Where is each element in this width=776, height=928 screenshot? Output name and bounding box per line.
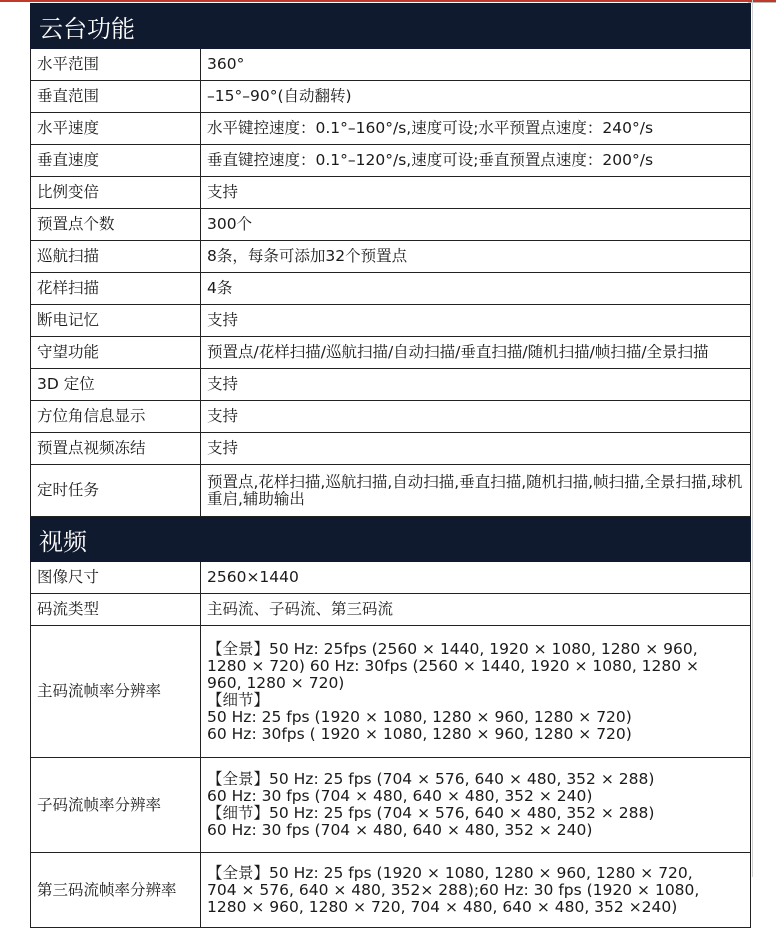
spec-value	[201, 562, 751, 594]
spec-value	[201, 626, 751, 758]
spec-value-line: 4条	[207, 279, 233, 297]
page-edge-line	[752, 0, 753, 877]
spec-row	[31, 433, 751, 465]
spec-key: 巡航扫描	[31, 241, 201, 273]
spec-value	[201, 465, 751, 517]
spec-value-line: 【全景】50 Hz: 25 fps (704 × 576, 640 × 480, 352 × 288)	[207, 770, 655, 788]
spec-value-line: 300个	[207, 215, 253, 233]
section-title: 视频	[31, 517, 751, 562]
spec-value	[201, 209, 751, 241]
spec-key: 方位角信息显示	[31, 401, 201, 433]
spec-key: 水平范围	[31, 49, 201, 81]
spec-table-body	[31, 4, 751, 928]
spec-value-line: –15°–90°(自动翻转)	[207, 87, 352, 105]
spec-row	[31, 113, 751, 145]
spec-row	[31, 401, 751, 433]
spec-row	[31, 853, 751, 928]
spec-row	[31, 81, 751, 113]
spec-value-line: 支持	[207, 375, 239, 393]
spec-key: 断电记忆	[31, 305, 201, 337]
spec-row	[31, 465, 751, 517]
spec-key: 子码流帧率分辨率	[31, 758, 201, 853]
spec-value-line: 50 Hz: 25 fps (1920 × 1080, 1280 × 960, 1280 × 720)	[207, 707, 632, 726]
spec-row	[31, 273, 751, 305]
spec-key: 码流类型	[31, 594, 201, 626]
spec-value-line: 预置点/花样扫描/巡航扫描/自动扫描/垂直扫描/随机扫描/帧扫描/全景扫描	[207, 343, 709, 361]
spec-value-line: 360°	[207, 55, 245, 73]
spec-value	[201, 758, 751, 853]
spec-value	[201, 113, 751, 145]
spec-key: 主码流帧率分辨率	[31, 626, 201, 758]
spec-key: 花样扫描	[31, 273, 201, 305]
spec-value	[201, 49, 751, 81]
spec-value-line: 60 Hz: 30fps ( 1920 × 1080, 1280 × 960, 1280 × 720)	[207, 724, 632, 743]
spec-row	[31, 562, 751, 594]
spec-value-line: 主码流、子码流、第三码流	[207, 600, 394, 618]
spec-key: 垂直速度	[31, 145, 201, 177]
spec-row	[31, 305, 751, 337]
spec-row	[31, 177, 751, 209]
spec-value-line: 1280 × 960, 1280 × 720, 704 × 480, 640 × 480, 352 ×240)	[207, 897, 678, 916]
spec-row	[31, 209, 751, 241]
spec-value-line: 【全景】50 Hz: 25 fps (1920 × 1080, 1280 × 960, 1280 × 720,	[207, 863, 693, 882]
spec-value	[201, 305, 751, 337]
spec-key: 图像尺寸	[31, 562, 201, 594]
spec-value-line: 704 × 576, 640 × 480, 352× 288);60 Hz: 30 fps (1920 × 1080,	[207, 880, 700, 899]
spec-row	[31, 337, 751, 369]
spec-value-line: 1280 × 720) 60 Hz: 30fps (2560 × 1440, 1920 × 1080, 1280 ×	[207, 656, 700, 675]
spec-value-line: 【细节】50 Hz: 25 fps (704 × 576, 640 × 480, 352 × 288)	[207, 804, 655, 822]
spec-value	[201, 81, 751, 113]
spec-row	[31, 49, 751, 81]
spec-value	[201, 145, 751, 177]
spec-key: 定时任务	[31, 465, 201, 517]
spec-value-line: 60 Hz: 30 fps (704 × 480, 640 × 480, 352 × 240)	[207, 821, 593, 839]
spec-table	[30, 3, 751, 928]
spec-value	[201, 273, 751, 305]
spec-value-line: 支持	[207, 183, 239, 201]
section-title: 云台功能	[31, 4, 751, 49]
spec-key: 第三码流帧率分辨率	[31, 853, 201, 928]
spec-value	[201, 401, 751, 433]
spec-value	[201, 241, 751, 273]
spec-key: 水平速度	[31, 113, 201, 145]
spec-value	[201, 337, 751, 369]
spec-value	[201, 369, 751, 401]
top-accent-line	[0, 0, 776, 2]
spec-row	[31, 241, 751, 273]
spec-value-line: 【细节】	[207, 690, 270, 709]
spec-value-line: 垂直键控速度：0.1°–120°/s,速度可设;垂直预置点速度：200°/s	[207, 151, 654, 169]
spec-value-line: 支持	[207, 439, 239, 457]
spec-row	[31, 145, 751, 177]
spec-value-line: 重启,辅助输出	[207, 489, 305, 508]
spec-row	[31, 626, 751, 758]
spec-value-line: 支持	[207, 407, 239, 425]
spec-value-line: 960, 1280 × 720)	[207, 673, 345, 692]
spec-value-line: 8条，每条可添加32个预置点	[207, 247, 408, 265]
spec-row	[31, 594, 751, 626]
spec-value-line: 【全景】50 Hz: 25fps (2560 × 1440, 1920 × 1080, 1280 × 960,	[207, 639, 698, 658]
spec-value-line: 水平键控速度：0.1°–160°/s,速度可设;水平预置点速度：240°/s	[207, 119, 654, 137]
spec-value	[201, 177, 751, 209]
spec-row	[31, 369, 751, 401]
spec-value	[201, 853, 751, 928]
spec-value-line: 2560×1440	[207, 568, 299, 586]
spec-key: 比例变倍	[31, 177, 201, 209]
spec-value-line: 60 Hz: 30 fps (704 × 480, 640 × 480, 352 × 240)	[207, 787, 593, 805]
spec-key: 预置点个数	[31, 209, 201, 241]
section-header	[31, 4, 751, 49]
spec-value-line: 预置点,花样扫描,巡航扫描,自动扫描,垂直扫描,随机扫描,帧扫描,全景扫描,球机	[207, 472, 743, 491]
spec-key: 守望功能	[31, 337, 201, 369]
section-header	[31, 517, 751, 562]
spec-key: 预置点视频冻结	[31, 433, 201, 465]
spec-key: 垂直范围	[31, 81, 201, 113]
spec-row	[31, 758, 751, 853]
spec-key: 3D 定位	[31, 369, 201, 401]
spec-value	[201, 433, 751, 465]
spec-value-line: 支持	[207, 311, 239, 329]
spec-value	[201, 594, 751, 626]
